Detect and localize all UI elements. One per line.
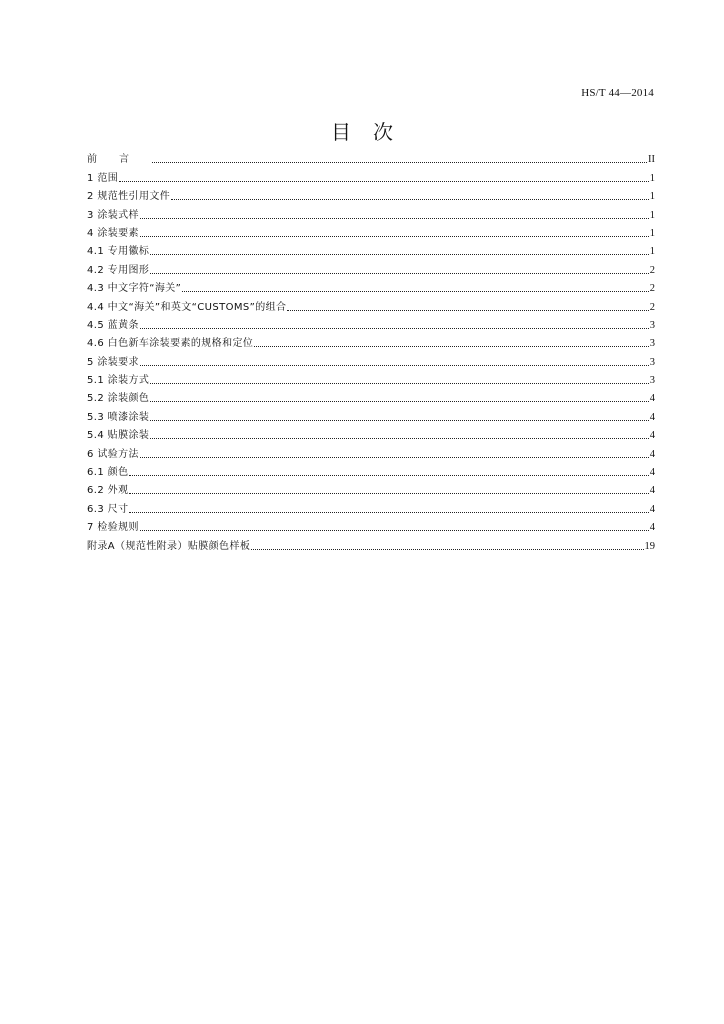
toc-entry[interactable]: [87, 258, 655, 276]
toc-entry-page: 4: [649, 411, 655, 423]
dot-leader: [129, 492, 648, 494]
dot-leader: [140, 327, 649, 329]
toc-entry-page: 3: [649, 338, 655, 350]
toc-entry-page: 4: [649, 448, 655, 460]
toc-entry[interactable]: [87, 424, 655, 442]
toc-entry[interactable]: [87, 534, 655, 552]
toc-entry-label: 5 涂装要求: [87, 356, 139, 368]
toc-entry[interactable]: [87, 479, 655, 497]
dot-leader: [150, 419, 648, 421]
dot-leader: [182, 290, 649, 292]
toc-entry-page: 4: [649, 503, 655, 515]
toc-entry-label: 5.2 涂装颜色: [87, 393, 150, 405]
standard-code: HS/T 44—2014: [581, 87, 654, 99]
dot-leader: [287, 309, 648, 311]
toc-entry[interactable]: [87, 516, 655, 534]
dot-leader: [150, 272, 648, 274]
toc-entry[interactable]: [87, 240, 655, 258]
toc-entry-page: 3: [649, 319, 655, 331]
toc-entry[interactable]: [87, 442, 655, 460]
toc-entry-page: 4: [649, 467, 655, 479]
toc-entry-page: 19: [644, 540, 655, 552]
toc-entry-page: 1: [649, 191, 655, 203]
toc-entry-label: 6.1 颜色: [87, 467, 129, 479]
toc-entry-page: 3: [649, 375, 655, 387]
toc-entry[interactable]: [87, 497, 655, 515]
toc-entry-label: 5.4 贴膜涂装: [87, 430, 150, 442]
toc-entry-page: 2: [649, 301, 655, 313]
dot-leader: [140, 529, 649, 531]
toc-entry-label: 5.3 喷漆涂装: [87, 411, 150, 423]
toc-entry-label: 4.6 白色新车涂装要素的规格和定位: [87, 338, 254, 350]
toc-entry[interactable]: [87, 148, 655, 166]
dot-leader: [140, 217, 649, 219]
toc-entry-label: 5.1 涂装方式: [87, 375, 150, 387]
dot-leader: [150, 253, 648, 255]
toc-entry-label: 4.3 中文字符“海关”: [87, 283, 182, 295]
dot-leader: [129, 511, 648, 513]
toc-entry-page: 4: [649, 522, 655, 534]
toc-entry-label: 4.4 中文“海关”和英文“CUSTOMS”的组合: [87, 301, 287, 313]
toc-entry-label: 4 涂装要素: [87, 227, 139, 239]
toc-entry[interactable]: [87, 203, 655, 221]
toc-entry-label: 1 范围: [87, 172, 119, 184]
toc-entry-label: 4.1 专用徽标: [87, 246, 150, 258]
toc-entry-label: 2 规范性引用文件: [87, 191, 171, 203]
toc-entry[interactable]: [87, 166, 655, 184]
toc-entry-label: 附录A（规范性附录）贴膜颜色样板: [87, 540, 251, 552]
toc-entry-label: 6.3 尺寸: [87, 503, 129, 515]
toc-entry[interactable]: [87, 185, 655, 203]
toc-entry-page: 4: [649, 485, 655, 497]
dot-leader: [119, 180, 649, 182]
toc-entry-page: 2: [649, 264, 655, 276]
toc-entry[interactable]: [87, 332, 655, 350]
dot-leader: [129, 474, 648, 476]
toc-entry[interactable]: [87, 387, 655, 405]
toc-entry[interactable]: [87, 314, 655, 332]
table-of-contents: [87, 148, 655, 553]
toc-entry-page: 4: [649, 430, 655, 442]
toc-entry-label: 4.5 蓝黄条: [87, 319, 139, 331]
dot-leader: [140, 364, 649, 366]
toc-entry[interactable]: [87, 461, 655, 479]
dot-leader: [254, 345, 648, 347]
toc-entry[interactable]: [87, 295, 655, 313]
dot-leader: [140, 235, 649, 237]
dot-leader: [171, 198, 649, 200]
toc-entry-page: 1: [649, 246, 655, 258]
dot-leader: [150, 400, 648, 402]
dot-leader: [150, 437, 648, 439]
toc-entry-page: 4: [649, 393, 655, 405]
toc-entry-page: II: [648, 154, 655, 166]
toc-entry-page: 1: [649, 227, 655, 239]
toc-entry-page: 2: [649, 283, 655, 295]
dot-leader: [152, 161, 647, 163]
toc-entry-label: 6.2 外观: [87, 485, 129, 497]
toc-entry[interactable]: [87, 222, 655, 240]
toc-entry[interactable]: [87, 350, 655, 368]
toc-entry-page: 1: [649, 172, 655, 184]
toc-entry-label: 前言: [87, 154, 151, 166]
dot-leader: [251, 548, 643, 550]
dot-leader: [140, 456, 649, 458]
toc-entry-label: 4.2 专用图形: [87, 264, 150, 276]
toc-entry-page: 3: [649, 356, 655, 368]
toc-entry-page: 1: [649, 209, 655, 221]
toc-entry[interactable]: [87, 369, 655, 387]
toc-entry-label: 7 检验规则: [87, 522, 139, 534]
toc-entry[interactable]: [87, 405, 655, 423]
page-title: 目次: [331, 120, 415, 144]
toc-entry-label: 3 涂装式样: [87, 209, 139, 221]
dot-leader: [150, 382, 648, 384]
toc-entry[interactable]: [87, 277, 655, 295]
toc-entry-label: 6 试验方法: [87, 448, 139, 460]
